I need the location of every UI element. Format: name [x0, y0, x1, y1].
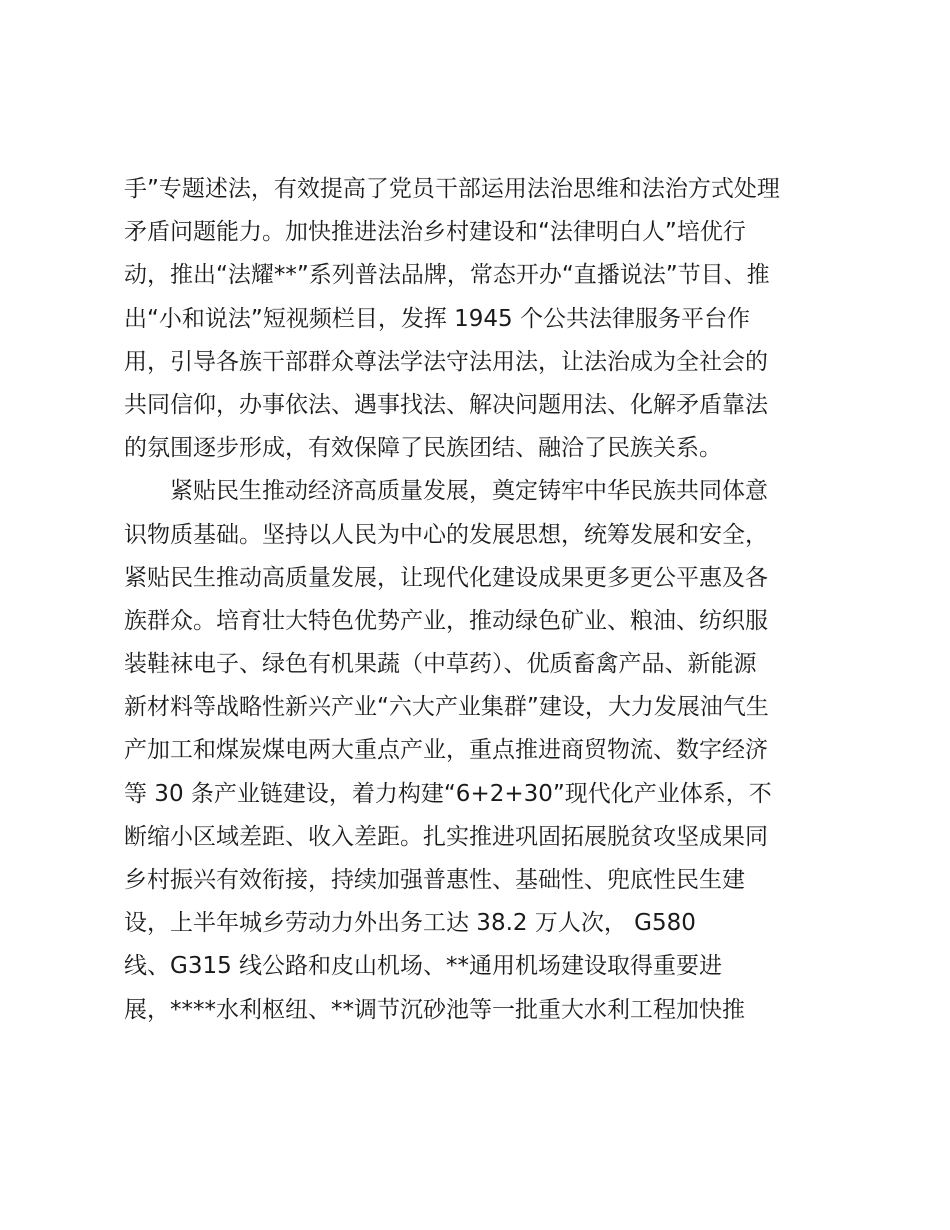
paragraph-first-line: 紧贴民生推动经济高质量发展，奠定铸牢中华民族共同体意: [170, 478, 768, 505]
text-line: 设，上半年城乡劳动力外出务工达 38.2 万人次， G580: [124, 910, 696, 937]
text-line: 等 30 条产业链建设，着力构建“6+2+30”现代化产业体系，不: [124, 780, 772, 807]
text-line: 动，推出“法耀**”系列普法品牌，常态开办“直播说法”节目、推: [124, 262, 770, 289]
text-line: 族群众。培育壮大特色优势产业，推动绿色矿业、粮油、纺织服: [124, 607, 768, 634]
text-line: 紧贴民生推动高质量发展，让现代化建设成果更多更公平惠及各: [124, 564, 768, 591]
text-line: 用，引导各族干部群众尊法学法守法用法，让法治成为全社会的: [124, 348, 768, 375]
text-line: 断缩小区域差距、收入差距。扎实推进巩固拓展脱贫攻坚成果同: [124, 823, 768, 850]
text-line: 乡村振兴有效衔接，持续加强普惠性、基础性、兜底性民生建: [124, 867, 745, 893]
text-line: 装鞋袜电子、绿色有机果蔬（中草药）、优质畜禽产品、新能源: [124, 651, 757, 678]
text-line: 展，****水利枢纽、**调节沉砂池等一批重大水利工程加快推: [124, 996, 745, 1023]
text-line: 共同信仰，办事依法、遇事找法、解决问题用法、化解矛盾靠法: [124, 391, 768, 418]
text-line: 线、G315 线公路和皮山机场、**通用机场建设取得重要进: [124, 953, 723, 980]
text-line: 的氛围逐步形成，有效保障了民族团结、融洽了民族关系。: [124, 435, 722, 462]
text-line: 产加工和煤炭煤电两大重点产业，重点推进商贸物流、数字经济: [124, 737, 768, 764]
text-line: 新材料等战略性新兴产业“六大产业集群”建设，大力发展油气生: [124, 694, 769, 721]
body-text: [124, 168, 844, 1032]
text-line: 识物质基础。坚持以人民为中心的发展思想，统筹发展和安全，: [124, 521, 768, 548]
text-line: 矛盾问题能力。加快推进法治乡村建设和“法律明白人”培优行: [124, 219, 746, 246]
text-line: 手”专题述法，有效提高了党员干部运用法治思维和法治方式处理: [124, 176, 780, 202]
text-line: 出“小和说法”短视频栏目，发挥 1945 个公共法律服务平台作: [124, 305, 750, 332]
